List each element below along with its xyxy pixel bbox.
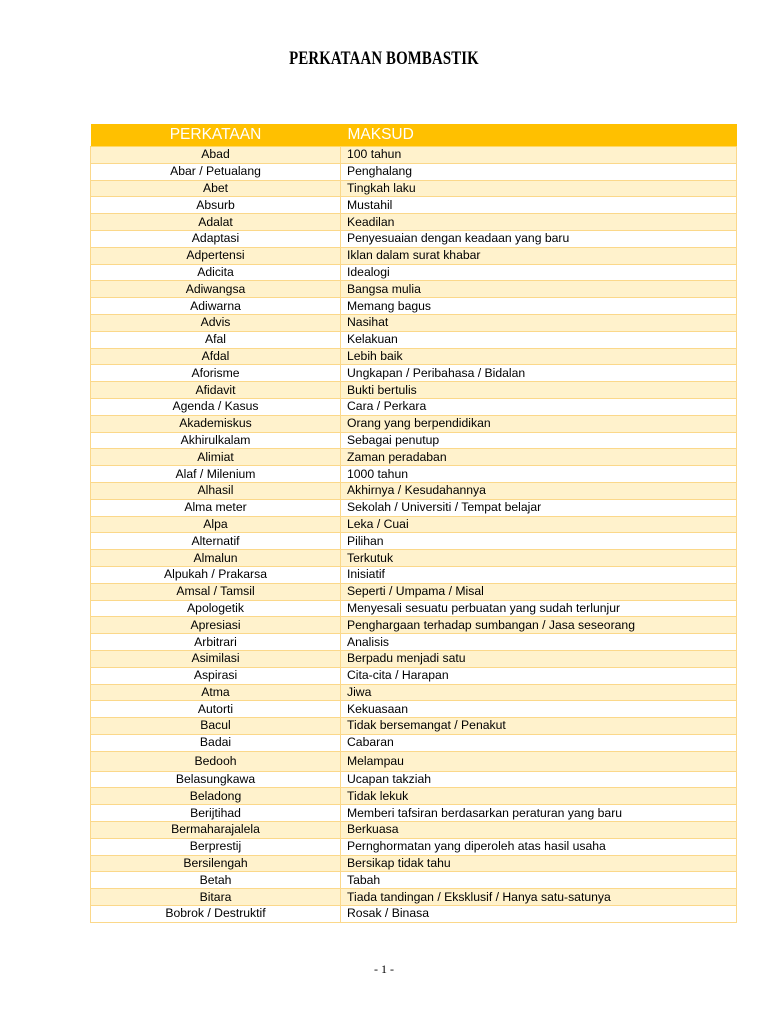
word-cell: Absurb [91,197,341,214]
meaning-cell: Memberi tafsiran berdasarkan peraturan yang baru [341,805,737,822]
meaning-cell: Tidak bersemangat / Penakut [341,718,737,735]
word-cell: Badai [91,734,341,751]
table-row [91,701,737,718]
meaning-cell: Keadilan [341,214,737,231]
table-row [91,600,737,617]
table-row [91,550,737,567]
table-row [91,751,737,771]
column-header-meaning: MAKSUD [341,124,737,147]
meaning-cell: Tabah [341,872,737,889]
table-row [91,230,737,247]
meaning-cell: Pilihan [341,533,737,550]
word-cell: Autorti [91,701,341,718]
meaning-cell: Pernghormatan yang diperoleh atas hasil usaha [341,838,737,855]
meaning-cell: Penyesuaian dengan keadaan yang baru [341,230,737,247]
meaning-cell: Nasihat [341,314,737,331]
table-row [91,533,737,550]
word-cell: Adalat [91,214,341,231]
table-row [91,617,737,634]
word-cell: Beladong [91,788,341,805]
word-cell: Berprestij [91,838,341,855]
word-cell: Bobrok / Destruktif [91,906,341,923]
table-row [91,348,737,365]
table-row [91,855,737,872]
page-number: - 1 - [374,962,394,976]
meaning-cell: Iklan dalam surat khabar [341,247,737,264]
meaning-cell: Menyesali sesuatu perbuatan yang sudah terlunjur [341,600,737,617]
meaning-cell: Jiwa [341,684,737,701]
word-cell: Alaf / Milenium [91,466,341,483]
table-row [91,838,737,855]
table-row [91,264,737,281]
word-cell: Alimiat [91,449,341,466]
word-cell: Afdal [91,348,341,365]
word-cell: Betah [91,872,341,889]
meaning-cell: Tingkah laku [341,180,737,197]
word-cell: Afal [91,331,341,348]
meaning-cell: 1000 tahun [341,466,737,483]
table-row [91,247,737,264]
table-row [91,281,737,298]
table-header-row [91,124,737,147]
glossary-table [90,124,737,923]
meaning-cell: Cabaran [341,734,737,751]
word-cell: Apresiasi [91,617,341,634]
table-row [91,771,737,788]
table-row [91,499,737,516]
table-row [91,382,737,399]
word-cell: Alpa [91,516,341,533]
table-row [91,718,737,735]
word-cell: Bitara [91,889,341,906]
table-row [91,432,737,449]
word-cell: Bedooh [91,751,341,771]
meaning-cell: Zaman peradaban [341,449,737,466]
meaning-cell: Leka / Cuai [341,516,737,533]
word-cell: Apologetik [91,600,341,617]
table-row [91,566,737,583]
table-row [91,180,737,197]
table-row [91,684,737,701]
word-cell: Bersilengah [91,855,341,872]
word-cell: Adicita [91,264,341,281]
meaning-cell: Lebih baik [341,348,737,365]
meaning-cell: Mustahil [341,197,737,214]
meaning-cell: Akhirnya / Kesudahannya [341,482,737,499]
meaning-cell: Rosak / Binasa [341,906,737,923]
table-row [91,516,737,533]
word-cell: Afidavit [91,382,341,399]
word-cell: Agenda / Kasus [91,398,341,415]
word-cell: Advis [91,314,341,331]
word-cell: Almalun [91,550,341,567]
table-row [91,822,737,839]
meaning-cell: Tidak lekuk [341,788,737,805]
meaning-cell: Penghargaan terhadap sumbangan / Jasa seseorang [341,617,737,634]
word-cell: Atma [91,684,341,701]
meaning-cell: Cara / Perkara [341,398,737,415]
word-cell: Aforisme [91,365,341,382]
word-cell: Bacul [91,718,341,735]
word-cell: Adpertensi [91,247,341,264]
meaning-cell: Cita-cita / Harapan [341,667,737,684]
word-cell: Abar / Petualang [91,163,341,180]
meaning-cell: Bersikap tidak tahu [341,855,737,872]
word-cell: Akhirulkalam [91,432,341,449]
word-cell: Adiwangsa [91,281,341,298]
meaning-cell: Sekolah / Universiti / Tempat belajar [341,499,737,516]
column-header-word: PERKATAAN [91,124,341,147]
word-cell: Amsal / Tamsil [91,583,341,600]
table-row [91,805,737,822]
page-title: PERKATAAN BOMBASTIK [289,48,479,69]
table-row [91,667,737,684]
word-cell: Alpukah / Prakarsa [91,566,341,583]
meaning-cell: Berpadu menjadi satu [341,650,737,667]
meaning-cell: Kekuasaan [341,701,737,718]
meaning-cell: Memang bagus [341,298,737,315]
meaning-cell: Kelakuan [341,331,737,348]
word-cell: Alternatif [91,533,341,550]
meaning-cell: Melampau [341,751,737,771]
table-row [91,314,737,331]
table-row [91,889,737,906]
word-cell: Abet [91,180,341,197]
table-row [91,214,737,231]
table-row [91,872,737,889]
word-cell: Belasungkawa [91,771,341,788]
meaning-cell: Berkuasa [341,822,737,839]
word-cell: Akademiskus [91,415,341,432]
word-cell: Bermaharajalela [91,822,341,839]
word-cell: Aspirasi [91,667,341,684]
word-cell: Abad [91,147,341,164]
table-row [91,163,737,180]
table-row [91,415,737,432]
word-cell: Alma meter [91,499,341,516]
meaning-cell: 100 tahun [341,147,737,164]
meaning-cell: Terkutuk [341,550,737,567]
word-cell: Asimilasi [91,650,341,667]
table-row [91,788,737,805]
meaning-cell: Bangsa mulia [341,281,737,298]
meaning-cell: Sebagai penutup [341,432,737,449]
word-cell: Arbitrari [91,634,341,651]
table-row [91,398,737,415]
table-row [91,650,737,667]
meaning-cell: Inisiatif [341,566,737,583]
meaning-cell: Tiada tandingan / Eksklusif / Hanya satu-satunya [341,889,737,906]
word-cell: Berijtihad [91,805,341,822]
word-cell: Adiwarna [91,298,341,315]
table-row [91,466,737,483]
table-row [91,634,737,651]
word-cell: Alhasil [91,482,341,499]
meaning-cell: Penghalang [341,163,737,180]
meaning-cell: Ucapan takziah [341,771,737,788]
table-body [91,147,737,923]
table-row [91,365,737,382]
meaning-cell: Orang yang berpendidikan [341,415,737,432]
table-row [91,906,737,923]
table-row [91,449,737,466]
meaning-cell: Idealogi [341,264,737,281]
table-row [91,147,737,164]
meaning-cell: Analisis [341,634,737,651]
table-row [91,482,737,499]
table-row [91,298,737,315]
meaning-cell: Ungkapan / Peribahasa / Bidalan [341,365,737,382]
table-row [91,331,737,348]
meaning-cell: Seperti / Umpama / Misal [341,583,737,600]
table-row [91,197,737,214]
table-row [91,734,737,751]
table-row [91,583,737,600]
word-cell: Adaptasi [91,230,341,247]
meaning-cell: Bukti bertulis [341,382,737,399]
